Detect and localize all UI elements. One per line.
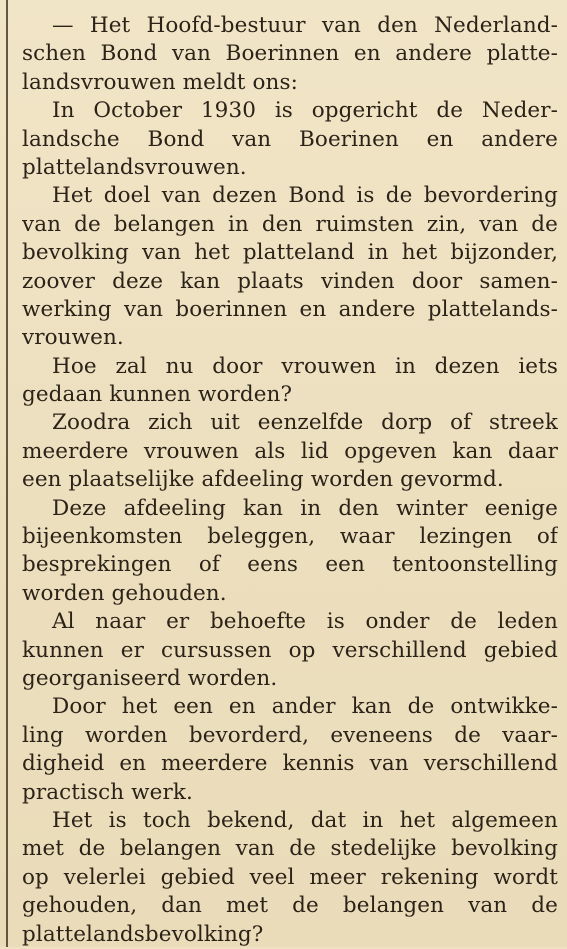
text-line: — Het Hoofd-bestuur van den Nederland-	[52, 13, 558, 38]
text-line: Zoodra zich uit eenzelfde dorp of streek	[52, 410, 558, 436]
text-line: besprekingen of eens een tentoonstelling	[22, 552, 558, 578]
text-line: Deze afdeeling kan in den winter eenige	[52, 495, 558, 521]
text-line: Al naar er behoefte is onder de leden	[52, 609, 558, 635]
text-line: bevolking van het platteland in het bijzonder,	[22, 240, 558, 266]
column-rule	[6, 0, 8, 947]
text-line: vrouwen.	[22, 325, 124, 351]
text-line: Het is toch bekend, dat in het algemeen	[52, 807, 558, 833]
text-line: plattelandsbevolking?	[22, 921, 264, 947]
text-line: meerdere vrouwen als lid opgeven kan daar	[22, 438, 558, 464]
text-line: plattelandsvrouwen.	[22, 154, 247, 180]
text-line: practisch werk.	[22, 779, 193, 805]
text-line: Het doel van dezen Bond is de bevordering	[52, 183, 558, 209]
text-line: op velerlei gebied veel meer rekening wordt	[22, 864, 558, 890]
text-line: kunnen er cursussen op verschillend gebied	[22, 637, 558, 663]
text-line: met de belangen van de stedelijke bevolking	[22, 836, 558, 862]
text-line: landsvrouwen meldt ons:	[22, 69, 298, 95]
text-line: In October 1930 is opgericht de Neder-	[52, 98, 558, 124]
text-line: gehouden, dan met de belangen van de	[22, 893, 558, 919]
text-line: werking van boerinnen en andere plattelands-	[22, 296, 558, 322]
text-line: Door het een en ander kan de ontwikke-	[52, 694, 558, 720]
text-line: worden gehouden.	[22, 580, 227, 606]
text-line: zoover deze kan plaats vinden door samen-	[22, 268, 558, 294]
text-line: Hoe zal nu door vrouwen in dezen iets	[52, 353, 558, 379]
text-line: een plaatselijke afdeeling worden gevormd.	[22, 467, 504, 493]
text-line: schen Bond van Boerinnen en andere platte-	[22, 41, 558, 67]
text-line: gedaan kunnen worden?	[22, 382, 293, 408]
text-line: georganiseerd worden.	[22, 665, 278, 691]
text-line: landsche Bond van Boerinen en andere	[22, 126, 558, 152]
text-line: van de belangen in den ruimsten zin, van de	[22, 211, 558, 237]
text-line: bijeenkomsten beleggen, waar lezingen of	[22, 524, 558, 550]
text-line: digheid en meerdere kennis van verschillend	[22, 751, 558, 777]
article-text	[22, 12, 558, 949]
text-line: ling worden bevorderd, eveneens de vaar-	[22, 722, 558, 748]
